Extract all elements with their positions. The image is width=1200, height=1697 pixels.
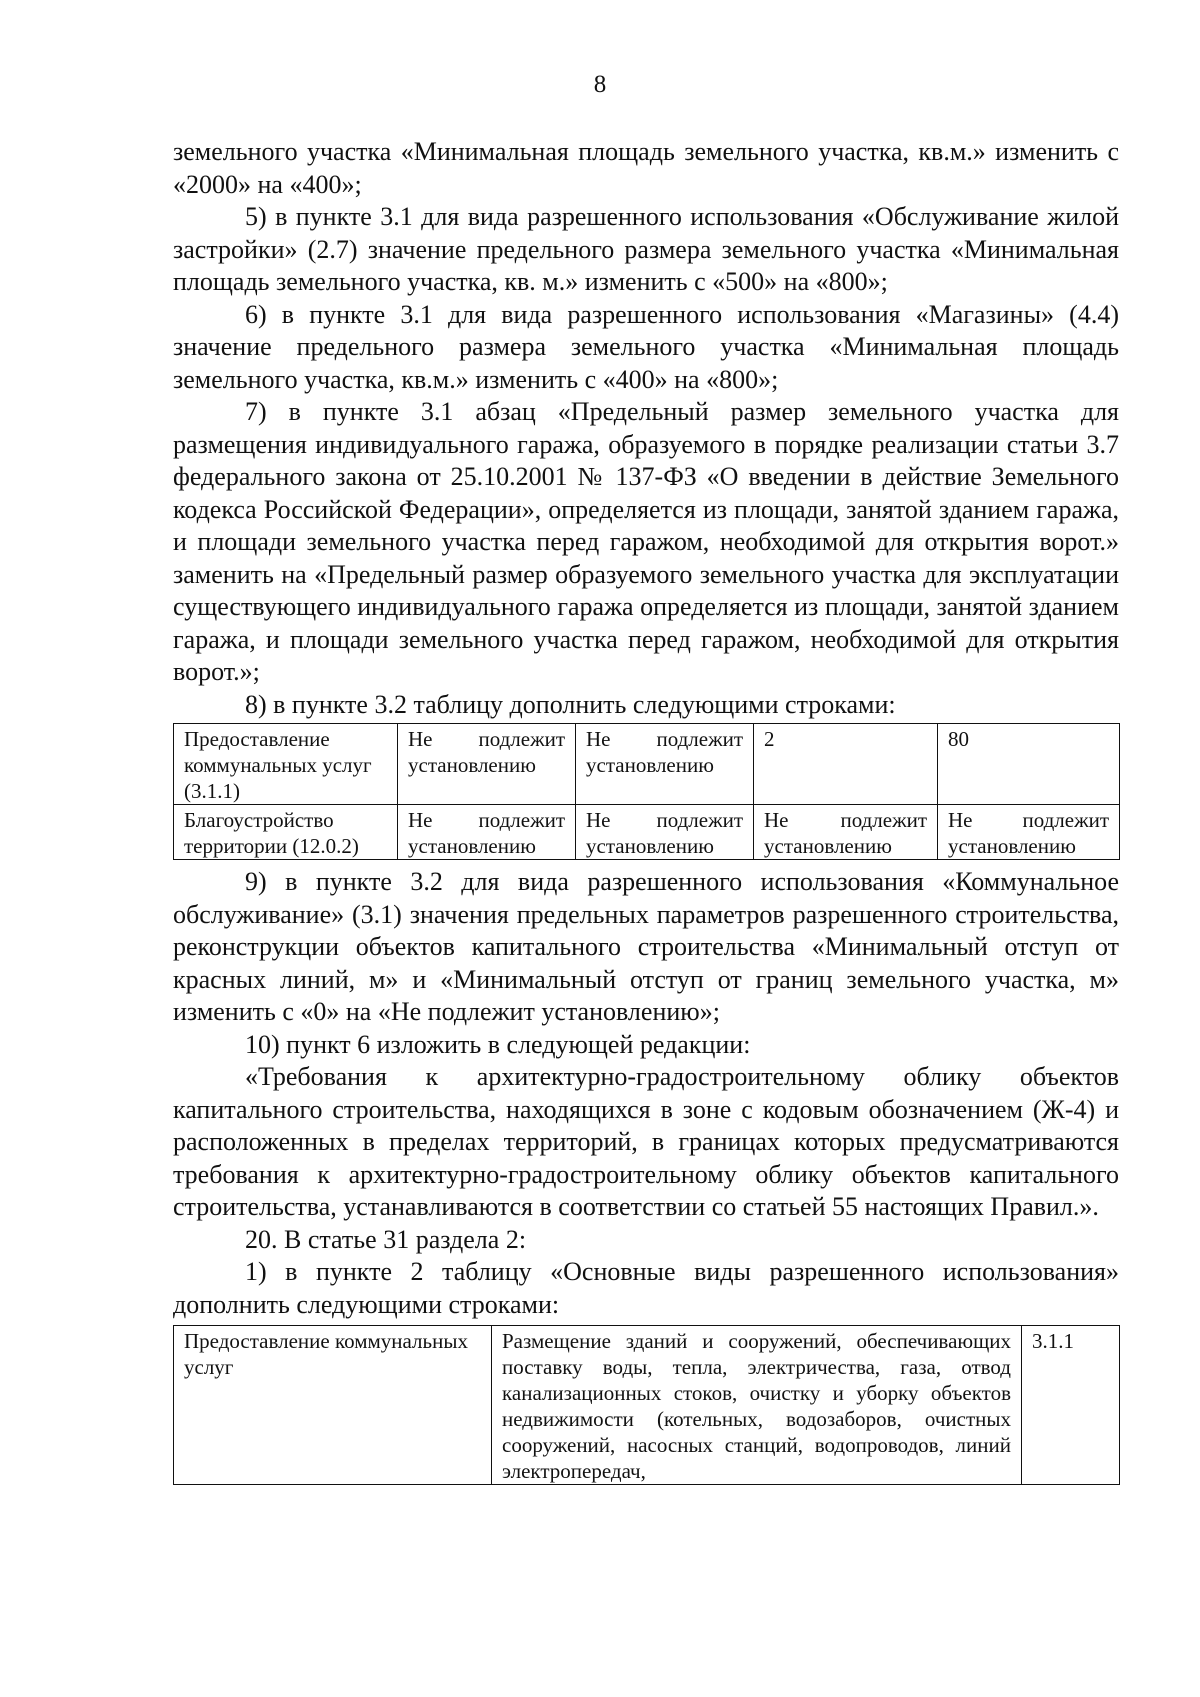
table-main-permitted-uses bbox=[173, 1325, 1120, 1485]
table-additional-rows-3-2 bbox=[173, 723, 1120, 860]
paragraph-item-7: 7) в пункте 3.1 абзац «Предельный размер земельного участка для размещения индивидуального гаража, образуемого в порядке реализации статьи 3.7 федерального закона от 25.10.2001 № 137-ФЗ «О введении в действие Земельного кодекса Российской Федерации», определяется из площади, занятой зданием гаража, и площади земельного участка перед гаражом, необходимой для открытия ворот.» заменить на «Предельный размер образуемого земельного участка для эксплуатации существующего индивидуального гаража определяется из площади, занятой зданием гаража, и площади земельного участка перед гаражом, необходимой для открытия ворот.»; bbox=[173, 397, 1119, 686]
paragraph-continuation: земельного участка «Минимальная площадь земельного участка, кв.м.» изменить с «2000» на «400»; bbox=[173, 137, 1119, 199]
page-number: 8 bbox=[593, 71, 607, 98]
table-cell: Не подлежит установлению bbox=[938, 805, 1120, 860]
table-cell: Размещение зданий и сооружений, обеспечивающих поставку воды, тепла, электричества, газа, отвод канализационных стоков, очистку и уборку объектов недвижимости (котельных, водозаборов, очистных сооружений, насосных станций, водопроводов, линий электропередач, bbox=[492, 1326, 1022, 1485]
table-row bbox=[174, 805, 1120, 860]
paragraph-item-5: 5) в пункте 3.1 для вида разрешенного использования «Обслуживание жилой застройки» (2.7) значение предельного размера земельного участка «Минимальная площадь земельного участка, кв. м.» изменить с «500» на «800»; bbox=[173, 202, 1119, 296]
table-cell: 80 bbox=[938, 724, 1120, 805]
document-body bbox=[173, 136, 1119, 1485]
table-cell: Благоустройство территории (12.0.2) bbox=[174, 805, 398, 860]
paragraph-section-20: 20. В статье 31 раздела 2: bbox=[245, 1224, 527, 1254]
paragraph-item-6: 6) в пункте 3.1 для вида разрешенного использования «Магазины» (4.4) значение предельного размера земельного участка «Минимальная площадь земельного участка, кв.м.» изменить с «400» на «800»; bbox=[173, 299, 1119, 394]
paragraph-item-8: 8) в пункте 3.2 таблицу дополнить следующими строками: bbox=[245, 689, 896, 719]
paragraph-section-20-item-1: 1) в пункте 2 таблицу «Основные виды разрешенного использования» дополнить следующими строками: bbox=[173, 1257, 1119, 1319]
table-row bbox=[174, 1326, 1120, 1485]
paragraph-item-10: 10) пункт 6 изложить в следующей редакции: bbox=[245, 1029, 751, 1059]
table-cell: Не подлежит установлению bbox=[576, 724, 754, 805]
table-cell: Предоставление коммунальных услуг (3.1.1) bbox=[174, 724, 398, 805]
table-cell: 3.1.1 bbox=[1022, 1326, 1120, 1485]
paragraph-quote: «Требования к архитектурно-градостроительному облику объектов капитального строительства, находящихся в зоне с кодовым обозначением (Ж-4) и расположенных в пределах территорий, в границах которых предусматриваются требования к архитектурно-градостроительному облику объектов капитального строительства, устанавливаются в соответствии со статьей 55 настоящих Правил.». bbox=[173, 1062, 1119, 1221]
table-cell: Не подлежит установлению bbox=[576, 805, 754, 860]
table-cell: Предоставление коммунальных услуг bbox=[174, 1326, 492, 1485]
table-cell: 2 bbox=[754, 724, 938, 805]
table-row bbox=[174, 724, 1120, 805]
table-cell: Не подлежит установлению bbox=[398, 724, 576, 805]
table-cell: Не подлежит установлению bbox=[754, 805, 938, 860]
table-cell: Не подлежит установлению bbox=[398, 805, 576, 860]
paragraph-item-9: 9) в пункте 3.2 для вида разрешенного использования «Коммунальное обслуживание» (3.1) значения предельных параметров разрешенного строительства, реконструкции объектов капитального строительства «Минимальный отступ от красных линий, м» и «Минимальный отступ от границ земельного участка, м» изменить с «0» на «Не подлежит установлению»; bbox=[173, 867, 1119, 1026]
